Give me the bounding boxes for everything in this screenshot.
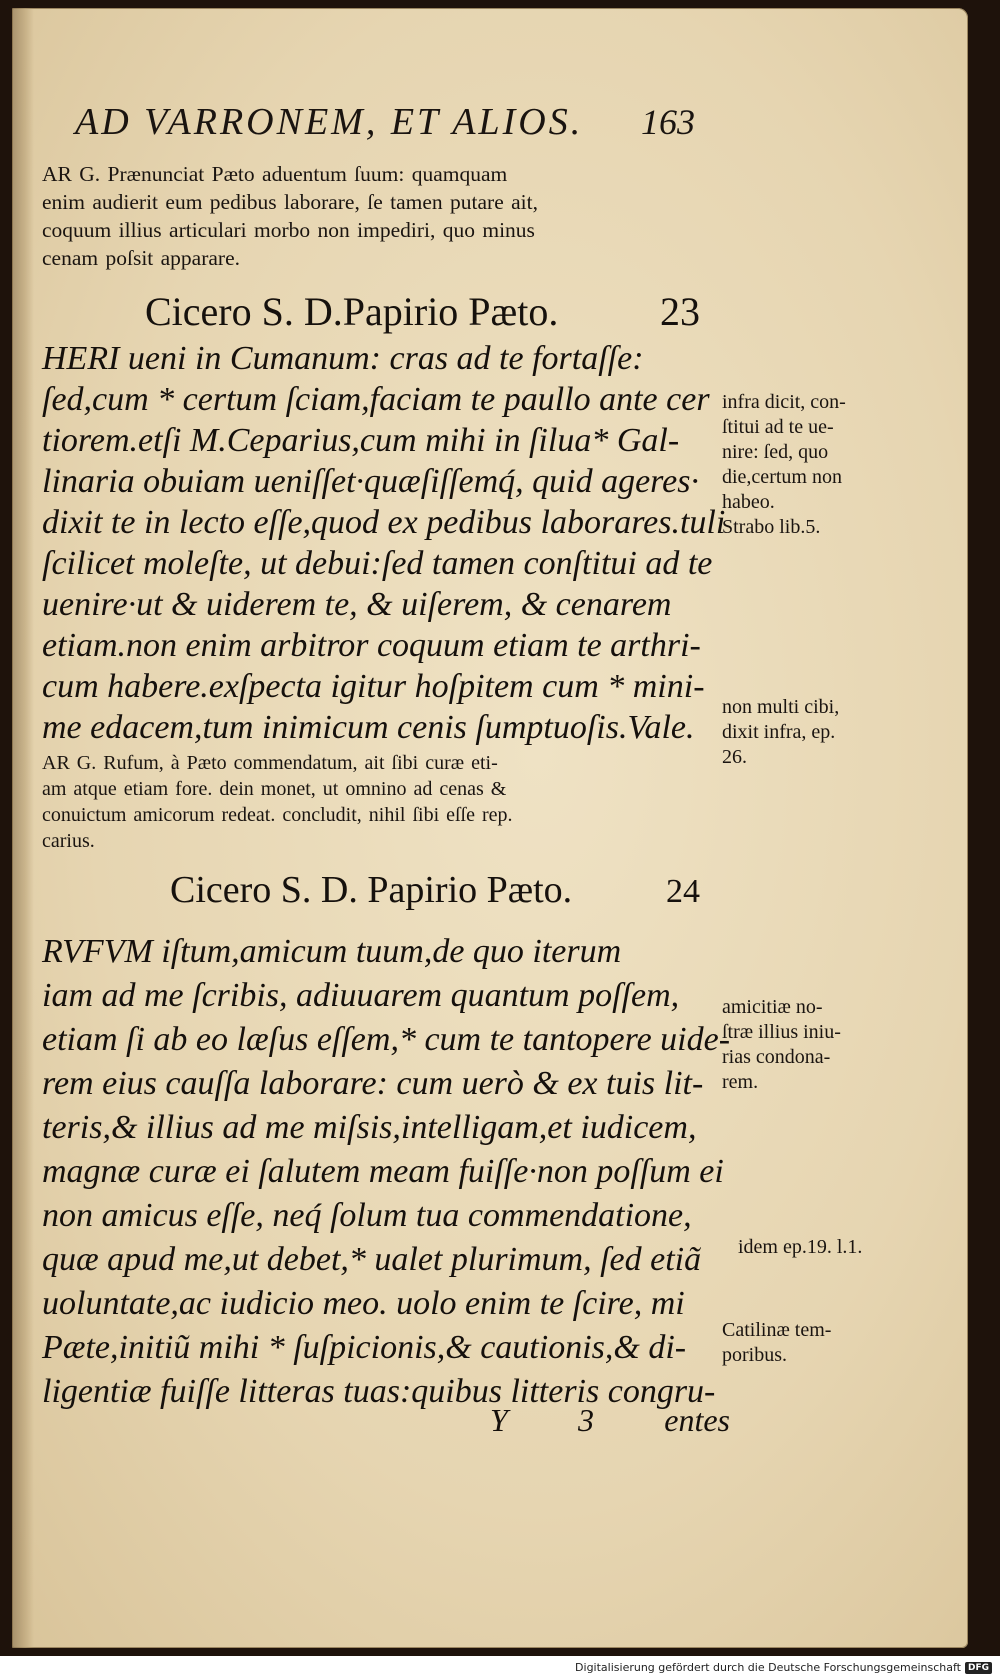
signature-number: 3	[578, 1402, 595, 1438]
page-number: 163	[641, 102, 695, 142]
margin-line: poribus.	[722, 1344, 787, 1366]
margin-line: rias condona-	[722, 1046, 831, 1068]
dfg-logo-icon: DFG	[965, 1662, 992, 1674]
text-line: Pæte,initiũ mihi * ſuſpicionis,& cautionis,& di-	[42, 1329, 687, 1366]
running-header	[75, 100, 695, 144]
text-line: uoluntate,ac iudicio meo. uolo enim te ſcire, mi	[42, 1285, 685, 1322]
text-line: magnæ curæ ei ſalutem meam fuiſſe·non poſſum ei	[42, 1153, 724, 1190]
margin-note-5	[722, 1318, 907, 1368]
margin-line: idem ep.19. l.1.	[738, 1236, 863, 1258]
argument-23	[42, 160, 702, 272]
argument-line: am atque etiam fore. dein monet, ut omnino ad cenas &	[42, 778, 507, 800]
text-line: RVFVM iſtum,amicum tuum,de quo iterum	[42, 933, 622, 970]
text-line: linaria obuiam ueniſſet·quæſiſſemq́, quid ageres·	[42, 463, 699, 500]
argument-line: enim audierit eum pedibus laborare, ſe tamen putare ait,	[42, 190, 538, 214]
margin-line: rem.	[722, 1071, 759, 1093]
margin-line: nire: ſed, quo	[722, 441, 829, 463]
letter-number: 24	[666, 873, 700, 910]
letter-body-24	[42, 930, 731, 1414]
margin-line: die,certum non	[722, 466, 842, 488]
text-line: teris,& illius ad me miſsis,intelligam,et iudicem,	[42, 1109, 697, 1146]
text-line: quæ apud me,ut debet,* ualet plurimum, ſed etiã	[42, 1241, 702, 1278]
letter-number: 23	[660, 289, 700, 334]
argument-line: coquum illius articulari morbo non impediri, quo minus	[42, 218, 535, 242]
text-line: cum habere.exſpecta igitur hoſpitem cum * mini-	[42, 668, 705, 705]
argument-line: carius.	[42, 830, 95, 852]
catchword: entes	[664, 1402, 730, 1438]
text-line: dixit te in lecto eſſe,quod ex pedibus laborares.tuli	[42, 504, 726, 541]
argument-line: AR G. Prænunciat Pæto aduentum ſuum: quamquam	[42, 162, 508, 186]
argument-line: cenam poſsit apparare.	[42, 246, 241, 270]
margin-line: infra dicit, con-	[722, 391, 846, 413]
letter-body-23	[42, 338, 726, 748]
margin-line: Catilinæ tem-	[722, 1319, 832, 1341]
text-line: uenire·ut & uiderem te, & uiſerem, & cenarem	[42, 586, 672, 623]
margin-line: Strabo lib.5.	[722, 516, 821, 538]
margin-line: dixit infra, ep.	[722, 721, 836, 743]
text-line: me edacem,tum inimicum cenis ſumptuoſis.Vale.	[42, 709, 695, 746]
margin-line: habeo.	[722, 491, 775, 513]
margin-line: ſtitui ad te ue-	[722, 416, 834, 438]
text-line: HERI ueni in Cumanum: cras ad te fortaſſe:	[42, 340, 644, 377]
page-gutter-shadow	[12, 8, 34, 1648]
margin-line: non multi cibi,	[722, 696, 840, 718]
text-line: tiorem.etſi M.Ceparius,cum mihi in ſilua* Gal-	[42, 422, 680, 459]
signature-mark: Y	[490, 1402, 508, 1438]
letter-heading-text: Cicero S. D.Papirio Pæto.	[145, 289, 559, 334]
text-line: ligentiæ fuiſſe litteras tuas:quibus litteris congru-	[42, 1373, 716, 1410]
text-line: rem eius cauſſa laborare: cum uerò & ex tuis lit-	[42, 1065, 704, 1102]
text-line: etiam ſi ab eo læſus eſſem,* cum te tantopere uide-	[42, 1021, 731, 1058]
margin-note-4	[738, 1235, 923, 1260]
margin-line: 26.	[722, 746, 747, 768]
margin-line: amicitiæ no-	[722, 996, 823, 1018]
argument-line: AR G. Rufum, à Pæto commendatum, ait ſibi curæ eti-	[42, 752, 498, 774]
text-line: non amicus eſſe, neq́ ſolum tua commendatione,	[42, 1197, 692, 1234]
margin-note-1	[722, 390, 907, 540]
letter-heading-24	[170, 868, 700, 912]
argument-24	[42, 750, 722, 854]
margin-note-3	[722, 995, 907, 1095]
signature-line	[490, 1402, 730, 1439]
text-line: etiam.non enim arbitror coquum etiam te arthri-	[42, 627, 701, 664]
digitization-footer	[0, 1656, 1000, 1679]
letter-heading-23	[145, 288, 700, 335]
margin-note-2	[722, 695, 907, 770]
text-line: iam ad me ſcribis, adiuuarem quantum poſſem,	[42, 977, 680, 1014]
argument-line: conuictum amicorum redeat. concludit, nihil ſibi eſſe rep.	[42, 804, 513, 826]
footer-credit: Digitalisierung gefördert durch die Deutsche Forschungsgemeinschaft	[575, 1661, 961, 1674]
margin-line: ſtræ illius iniu-	[722, 1021, 841, 1043]
text-line: ſcilicet moleſte, ut debui:ſed tamen conſtitui ad te	[42, 545, 713, 582]
letter-heading-text: Cicero S. D. Papirio Pæto.	[170, 869, 573, 911]
running-title: AD VARRONEM, ET ALIOS.	[75, 101, 584, 143]
text-line: ſed,cum * certum ſciam,faciam te paullo ante cer	[42, 381, 710, 418]
